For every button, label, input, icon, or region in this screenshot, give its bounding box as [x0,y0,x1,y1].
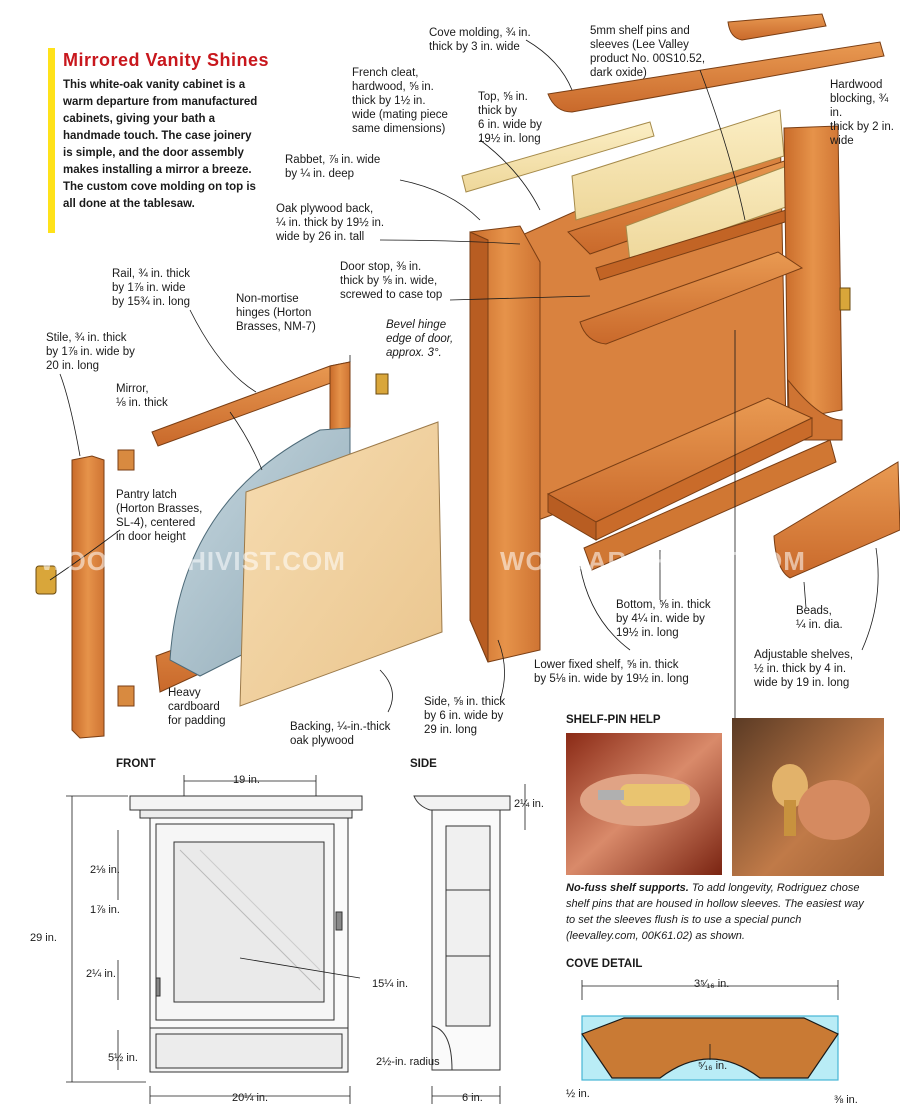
front-view-drawing [130,796,362,1072]
section-front: FRONT [116,758,156,770]
section-cove-detail: COVE DETAIL [566,958,643,970]
label-oak-back: Oak plywood back, ¼ in. thick by 19½ in. wide by 26 in. tall [276,203,385,243]
watermark-right: WOODARCHIVIST.COM [500,546,806,576]
photo-punch [732,718,884,876]
dim-front-height: 29 in. [30,932,57,944]
label-hardwood-blocking: Hardwood blocking, ¾ in. thick by 2 in. wide [830,79,894,147]
label-top: Top, ⅝ in. thick by 6 in. wide by 19½ in. long [478,91,542,145]
label-rabbet: Rabbet, ⅞ in. wide by ¼ in. deep [285,154,381,180]
label-lower-fixed-shelf: Lower fixed shelf, ⅝ in. thick by 5⅛ in. wide by 19½ in. long [534,659,689,685]
label-bevel: Bevel hinge edge of door, approx. 3°. [386,319,454,359]
intro-paragraph: This white-oak vanity cabinet is a warm departure from manufactured cabinets, giving your bath a handmade touch. The case joinery is simple, and the door assembly makes installing a mirror a breeze. The custom cove molding on top is all done at the tablesaw. [63,79,258,210]
label-shelf-pins: 5mm shelf pins and sleeves (Lee Valley product No. 00S10.52, dark oxide) [590,25,706,79]
watermark-left: WOODARCHIVIST.COM [40,546,346,576]
section-shelf-pin-help: SHELF-PIN HELP [566,714,661,726]
label-bottom: Bottom, ⅝ in. thick by 4¼ in. wide by 19½ in. long [616,599,711,639]
label-cove-molding: Cove molding, ¾ in. thick by 3 in. wide [429,27,531,53]
label-french-cleat: French cleat, hardwood, ⅝ in. thick by 1½ in. wide (mating piece same dimensions) [352,67,448,135]
dim-15-1-4: 15¼ in. [372,978,409,990]
label-beads: Beads, ¼ in. dia. [796,605,843,631]
shelf-pin-caption [566,880,866,944]
dim-cove-left: ½ in. [566,1088,590,1100]
photo-drill [566,733,722,875]
case-side-right [784,126,842,440]
dim-side-bottom: 6 in. [462,1092,483,1104]
dim-2-1-8: 2⅛ in. [90,864,120,876]
dim-cove-right: ⅜ in. [834,1094,858,1106]
dim-1-7-8: 1⅞ in. [90,904,120,916]
dim-cove-mid: ⁵⁄₁₆ in. [698,1060,728,1072]
dim-side-radius: 2½-in. radius [376,1056,440,1068]
caption-lead: No-fuss shelf supports. [566,882,689,894]
label-backing: Backing, ¼-in.-thick oak plywood [290,721,391,747]
caption-body: To add longevity, Rodriguez chose shelf pins that are housed in hollow sleeves. The easiest way to set the sleeves flush is to use a special punch (leevalley.com, 00K61.02) as shown. [566,882,864,942]
label-mirror: Mirror, ⅛ in. thick [116,383,168,409]
case-side-left [470,226,540,662]
side-view-drawing [414,796,510,1070]
dim-2-1-4: 2¼ in. [86,968,116,980]
label-cardboard: Heavy cardboard for padding [168,687,226,727]
page-title: Mirrored Vanity Shines [63,50,270,70]
label-side: Side, ⅝ in. thick by 6 in. wide by 29 in. long [424,696,506,736]
dim-side-2-1-4: 2¼ in. [514,798,544,810]
dim-5-1-2: 5½ in. [108,1052,138,1064]
label-stile: Stile, ¾ in. thick by 1⅞ in. wide by 20 in. long [46,332,135,372]
door-left-stile [72,456,104,738]
dim-front-top: 19 in. [233,774,260,786]
label-pantry-latch: Pantry latch (Horton Brasses, SL-4), centered in door height [116,489,203,543]
label-adjustable-shelves: Adjustable shelves, ½ in. thick by 4 in. wide by 19 in. long [754,649,854,689]
label-rail: Rail, ¾ in. thick by 1⅞ in. wide by 15¾ in. long [112,268,191,308]
title-accent-bar [48,48,55,233]
dim-front-bottom: 20¼ in. [232,1092,269,1104]
dim-cove-top: 3⁵⁄₁₆ in. [694,978,730,990]
label-door-stop: Door stop, ⅜ in. thick by ⅝ in. wide, screwed to case top [340,261,443,301]
label-hinges: Non-mortise hinges (Horton Brasses, NM-7) [236,293,316,333]
section-side: SIDE [410,758,437,770]
